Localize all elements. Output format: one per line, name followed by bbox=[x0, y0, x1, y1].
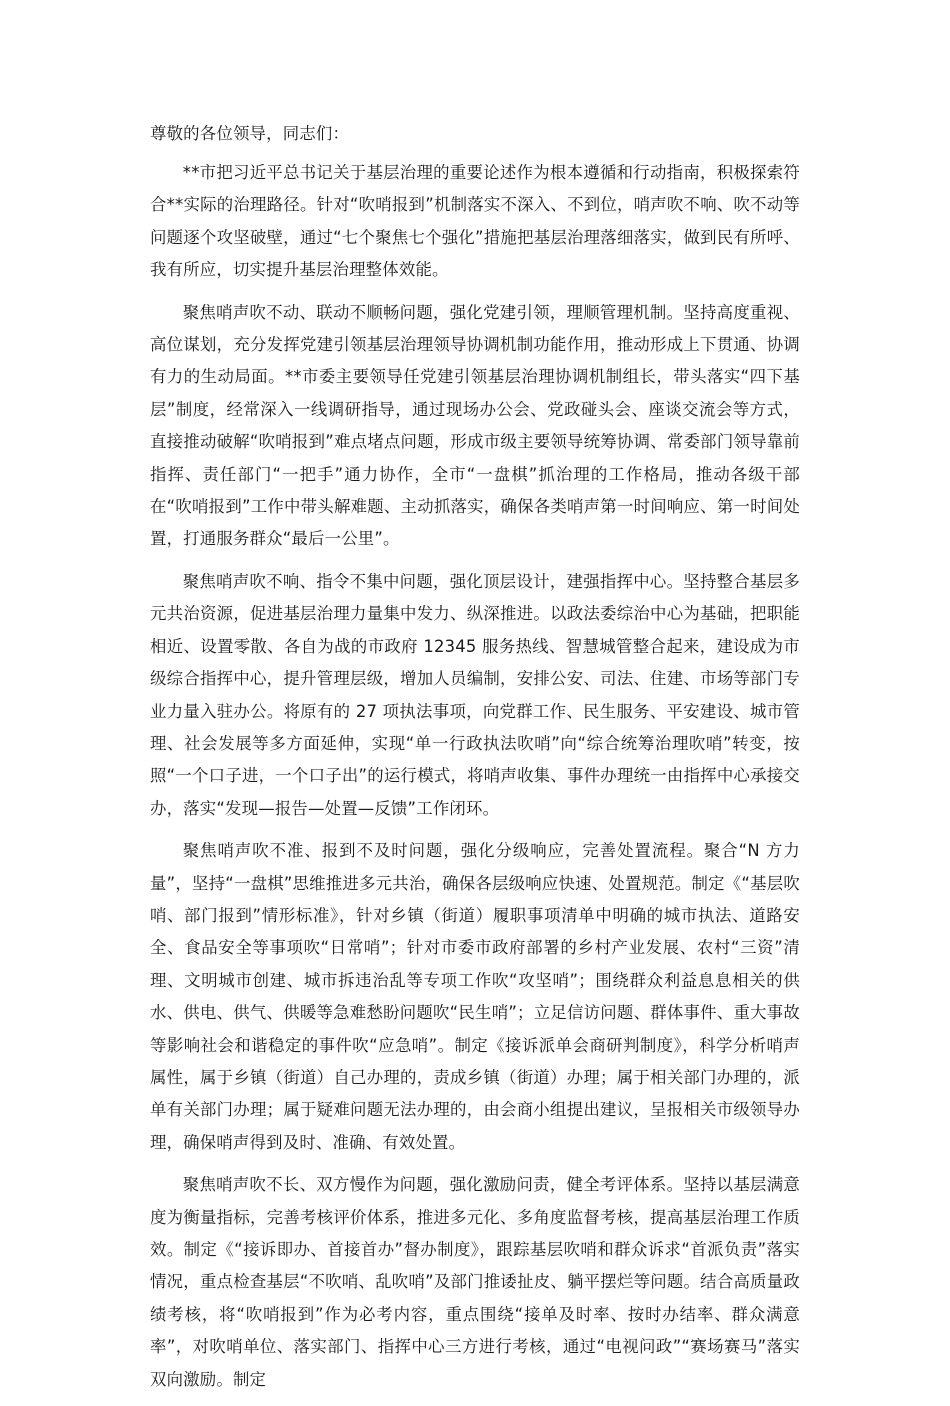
paragraph-intro: **市把习近平总书记关于基层治理的重要论述作为根本遵循和行动指南，积极探索符合**实际的治理路径。针对“吹哨报到”机制落实不深入、不到位，哨声吹不响、吹不动等问题逐个攻坚破壁，通过“七个聚焦七个强化”措施把基层治理落细落实，做到民有所呼、我有所应，切实提升基层治理整体效能。 bbox=[150, 163, 800, 280]
paragraph-command-center: 聚焦哨声吹不响、指令不集中问题，强化顶层设计，建强指挥中心。坚持整合基层多元共治资源，促进基层治理力量集中发力、纵深推进。以政法委综治中心为基础，把职能相近、设置零散、各自为战的市政府 12345 服务热线、智慧城管整合起来，建设成为市级综合指挥中心，提升管理层级，增加人员编制，安排公安、司法、住建、市场等部门专业力量入驻办公。将原有的 27 项执法事项，向党群工作、民生服务、平安建设、城市管理、社会发展等多方面延伸，实现“单一行政执法吹哨”向“综合统筹治理吹哨”转变，按照“一个口子进，一个口子出”的运行模式，将哨声收集、事件办理统一由指挥中心承接交办，落实“发现—报告—处置—反馈”工作闭环。 bbox=[150, 571, 800, 818]
salutation: 尊敬的各位领导，同志们： bbox=[150, 124, 350, 143]
paragraph-evaluation: 聚焦哨声吹不长、双方慢作为问题，强化激励问责，健全考评体系。坚持以基层满意度为衡量指标，完善考核评价体系，推进多元化、多角度监督考核，提高基层治理工作质效。制定《“接诉即办、首接首办”督办制度》，跟踪基层吹哨和群众诉求“首派负责”落实情况，重点检查基层“不吹哨、乱吹哨”及部门推诿扯皮、躺平摆烂等问题。结合高质量政绩考核，将“吹哨报到”作为必考内容，重点围绕“接单及时率、按时办结率、群众满意率”，对吹哨单位、落实部门、指挥中心三方进行考核，通过“电视问政”“赛场赛马”落实双向激励。制定 bbox=[150, 1175, 800, 1389]
document-page bbox=[150, 118, 800, 1406]
paragraph-response: 聚焦哨声吹不准、报到不及时问题，强化分级响应，完善处置流程。聚合“N 方力量”，坚持“一盘棋”思维推进多元共治，确保各层级响应快速、处置规范。制定《“基层吹哨、部门报到”情形标准》，针对乡镇（街道）履职事项清单中明确的城市执法、道路安全、食品安全等事项吹“日常哨”；针对市委市政府部署的乡村产业发展、农村“三资”清理、文明城市创建、城市拆违治乱等专项工作吹“攻坚哨”；围绕群众利益息息相关的供水、供电、供气、供暖等急难愁盼问题吹“民生哨”；立足信访问题、群体事件、重大事故等影响社会和谐稳定的事件吹“应急哨”。制定《接诉派单会商研判制度》，科学分析哨声属性，属于乡镇（街道）自己办理的，责成乡镇（街道）办理；属于相关部门办理的，派单有关部门办理；属于疑难问题无法办理的，由会商小组提出建议，呈报相关市级领导办理，确保哨声得到及时、准确、有效处置。 bbox=[150, 841, 800, 1152]
paragraph-leadership: 聚焦哨声吹不动、联动不顺畅问题，强化党建引领，理顺管理机制。坚持高度重视、高位谋划，充分发挥党建引领基层治理领导协调机制功能作用，推动形成上下贯通、协调有力的生动局面。**市委主要领导任党建引领基层治理协调机制组长，带头落实“四下基层”制度，经常深入一线调研指导，通过现场办公会、党政碰头会、座谈交流会等方式，直接推动破解“吹哨报到”难点堵点问题，形成市级主要领导统筹协调、常委部门领导靠前指挥、责任部门“一把手”通力协作，全市“一盘棋”抓治理的工作格局，推动各级干部在“吹哨报到”工作中带头解难题、主动抓落实，确保各类哨声第一时间响应、第一时间处置，打通服务群众“最后一公里”。 bbox=[150, 302, 800, 549]
